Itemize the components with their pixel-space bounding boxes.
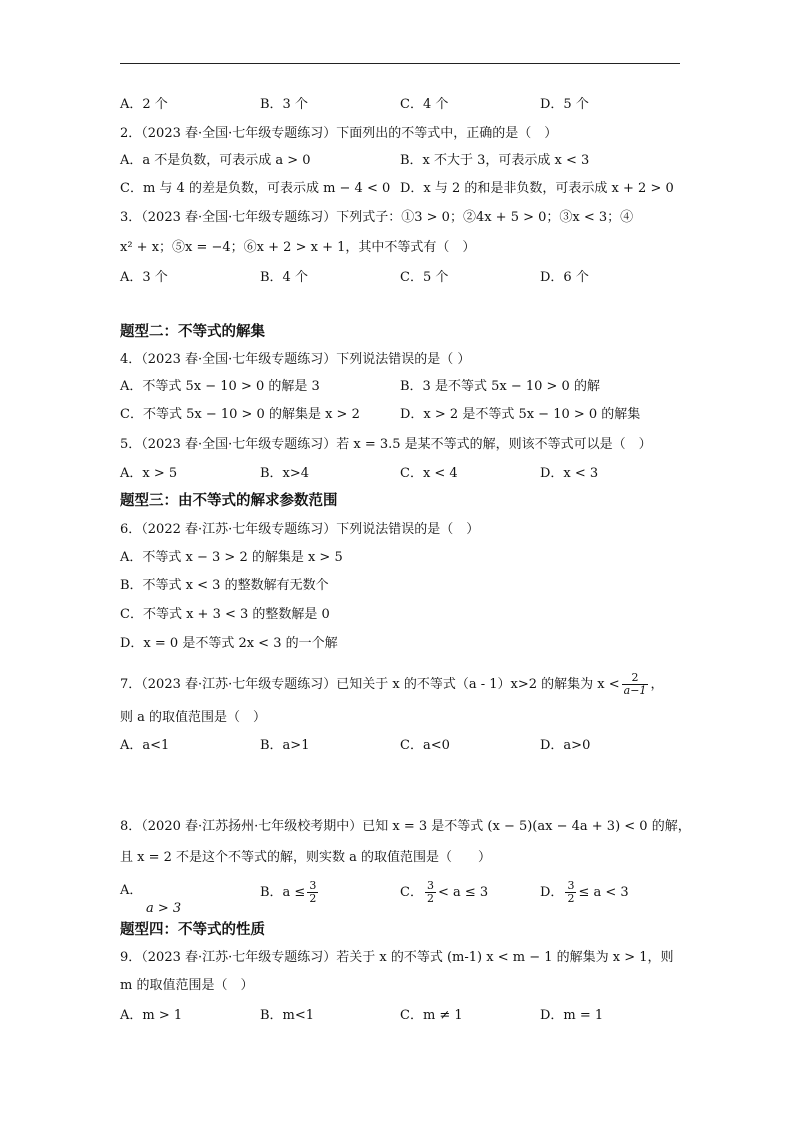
q9-stem-line2: m 的取值范围是（ ） (120, 978, 254, 993)
q8-option-c-text: < a ≤ 3 (437, 885, 489, 900)
q7-stem-line1 (120, 670, 663, 700)
q9-option-d[interactable]: D．m = 1 (540, 1008, 604, 1023)
q8-option-a[interactable] (120, 882, 181, 918)
q8-option-c-fraction (425, 880, 436, 905)
q6-option-d[interactable]: D．x = 0 是不等式 2x < 3 的一个解 (120, 636, 338, 651)
q9-option-b[interactable]: B．m<1 (260, 1008, 315, 1023)
q4-option-c[interactable]: C．不等式 5x − 10 > 0 的解集是 x > 2 (120, 407, 360, 422)
q8-option-a-math: a > 3 (146, 901, 182, 916)
q9-option-a[interactable]: A．m > 1 (120, 1008, 183, 1023)
q8-option-d-label: D． (540, 885, 564, 900)
q6-option-c[interactable]: C．不等式 x + 3 < 3 的整数解是 0 (120, 607, 330, 622)
q7-option-b[interactable]: B．a>1 (260, 738, 310, 753)
q1-option-b[interactable]: B．3 个 (260, 97, 308, 112)
q4-stem: 4．（2023 春·全国·七年级专题练习）下列说法错误的是（ ） (120, 352, 471, 367)
q3-stem-line1: 3．（2023 春·全国·七年级专题练习）下列式子：①3 > 0；②4x + 5 > 0；③x < 3；④ (120, 210, 634, 225)
q7-option-d[interactable]: D．a>0 (540, 738, 591, 753)
section-heading-2: 题型二：不等式的解集 (120, 324, 265, 340)
q1-option-d[interactable]: D．5 个 (540, 97, 589, 112)
section-heading-4: 题型四：不等式的性质 (120, 922, 265, 938)
q7-frac-numerator: 2 (631, 671, 639, 684)
q8-frac-denominator: 2 (309, 892, 317, 905)
q2-option-a[interactable]: A．a 不是负数，可表示成 a > 0 (120, 153, 311, 168)
q8-option-d-text: ≤ a < 3 (578, 885, 629, 900)
q4-option-a[interactable]: A．不等式 5x − 10 > 0 的解是 3 (120, 379, 320, 394)
q8-option-c[interactable] (400, 878, 488, 908)
q7-stem-line2: 则 a 的取值范围是（ ） (120, 710, 267, 725)
q3-stem-line2: x² + x；⑤x = −4；⑥x + 2 > x + 1，其中不等式有（ ） (120, 240, 476, 255)
q8-frac-numerator: 3 (309, 879, 317, 892)
q5-option-d[interactable]: D．x < 3 (540, 466, 599, 481)
q8-option-b-text: B．a ≤ (260, 885, 306, 900)
q5-option-a[interactable]: A．x > 5 (120, 466, 178, 481)
q8-option-a-label: A． (120, 883, 143, 898)
q7-option-c[interactable]: C．a<0 (400, 738, 450, 753)
q6-option-b[interactable]: B．不等式 x < 3 的整数解有无数个 (120, 578, 329, 593)
q4-option-d[interactable]: D．x > 2 是不等式 5x − 10 > 0 的解集 (400, 407, 641, 422)
section-heading-3: 题型三：由不等式的解求参数范围 (120, 493, 338, 509)
q5-stem: 5．（2023 春·全国·七年级专题练习）若 x = 3.5 是某不等式的解，则该不等式可以是（ ） (120, 437, 652, 452)
q8-frac-numerator: 3 (426, 879, 434, 892)
q8-option-b-fraction (307, 880, 318, 905)
q3-option-b[interactable]: B．4 个 (260, 270, 308, 285)
q5-option-c[interactable]: C．x < 4 (400, 466, 458, 481)
q3-option-a[interactable]: A．3 个 (120, 270, 168, 285)
q2-option-b[interactable]: B．x 不大于 3，可表示成 x < 3 (400, 153, 590, 168)
q8-frac-denominator: 2 (567, 892, 575, 905)
q2-stem: 2．（2023 春·全国·七年级专题练习）下面列出的不等式中，正确的是（ ） (120, 126, 558, 141)
q9-option-c[interactable]: C．m ≠ 1 (400, 1008, 463, 1023)
q7-stem-comma: ， (650, 677, 664, 692)
q8-stem-line2: 且 x = 2 不是这个不等式的解，则实数 a 的取值范围是（ ） (120, 850, 492, 865)
q7-option-a[interactable]: A．a<1 (120, 738, 170, 753)
q2-option-d[interactable]: D．x 与 2 的和是非负数，可表示成 x + 2 > 0 (400, 181, 674, 196)
q4-option-b[interactable]: B．3 是不等式 5x − 10 > 0 的解 (400, 379, 600, 394)
q3-option-d[interactable]: D．6 个 (540, 270, 589, 285)
q8-option-c-label: C． (400, 885, 423, 900)
q8-option-d[interactable] (540, 878, 629, 908)
q7-stem-text: 7．（2023 春·江苏·七年级专题练习）已知关于 x 的不等式（a ‐ 1）x>2 的解集为 x < (120, 677, 620, 692)
q2-option-c[interactable]: C．m 与 4 的差是负数，可表示成 m − 4 < 0 (120, 181, 391, 196)
q1-option-a[interactable]: A．2 个 (120, 97, 168, 112)
q7-frac-denominator: a−1 (623, 684, 647, 697)
q8-stem-line1: 8．（2020 春·江苏扬州·七年级校考期中）已知 x = 3 是不等式 (x − 5)(ax − 4a + 3) < 0 的解， (120, 819, 691, 834)
q5-option-b[interactable]: B．x>4 (260, 466, 310, 481)
q1-option-c[interactable]: C．4 个 (400, 97, 449, 112)
q3-option-c[interactable]: C．5 个 (400, 270, 449, 285)
q8-option-b[interactable] (260, 878, 320, 908)
q8-frac-numerator: 3 (567, 879, 575, 892)
q9-stem-line1: 9．（2023 春·江苏·七年级专题练习）若关于 x 的不等式 (m‐1) x < m − 1 的解集为 x > 1，则 (120, 950, 674, 965)
q6-option-a[interactable]: A．不等式 x − 3 > 2 的解集是 x > 5 (120, 550, 343, 565)
header-rule (120, 63, 680, 64)
q7-fraction (622, 672, 649, 697)
q8-frac-denominator: 2 (426, 892, 434, 905)
q8-option-d-fraction (565, 880, 576, 905)
q6-stem: 6．（2022 春·江苏·七年级专题练习）下列说法错误的是（ ） (120, 522, 480, 537)
